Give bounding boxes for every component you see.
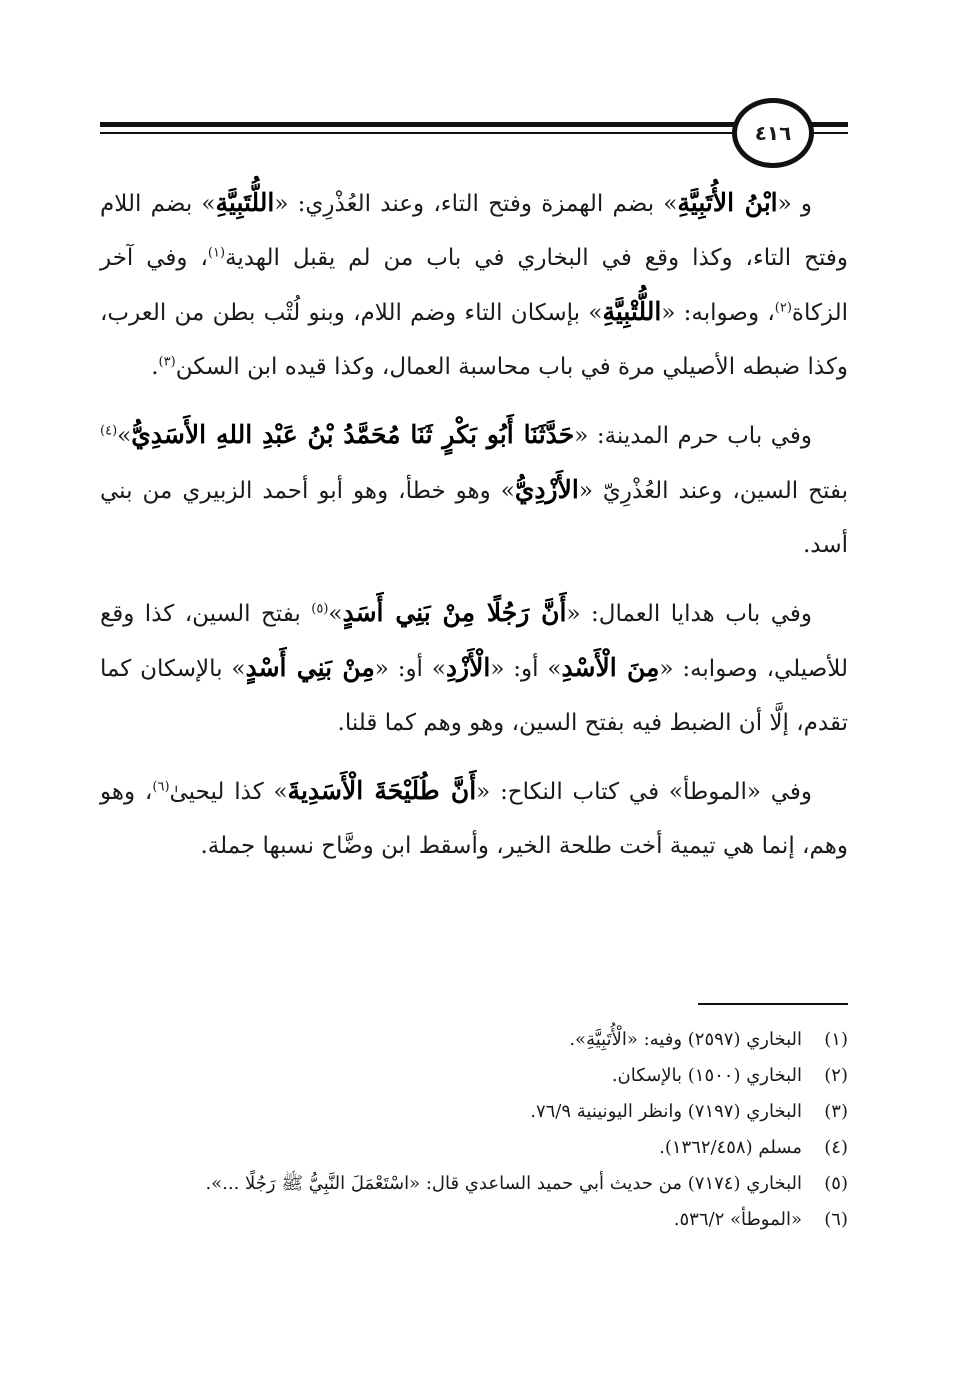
header-rule-right-thin	[810, 132, 848, 134]
footnote-text: مسلم (١٣٦٢/٤٥٨).	[659, 1137, 802, 1158]
page-number-badge	[732, 98, 814, 168]
quoted-term: اللُّتْبِيَّةِ	[602, 297, 662, 326]
text-run: » بضم اللام وفتح التاء، وكذا وقع في البخاري في باب من لم يقبل الهدية	[100, 191, 848, 271]
text-run: ، وصوابه: «	[661, 300, 775, 326]
text-run: » بإسكان التاء وضم اللام، وبنو لُتْب بطن من العرب، وكذا ضبطه الأصيلي مرة في باب محاسبة العمال، وكذا قيده ابن السكن	[100, 300, 848, 380]
quoted-term: مِنْ بَنِي أَسْدٍ	[245, 653, 375, 682]
footnote-separator	[698, 1003, 848, 1005]
footnote-item	[100, 1094, 848, 1130]
footnote-text: البخاري (٧١٩٧) وانظر اليونينية ٧٦/٩.	[530, 1101, 802, 1122]
text-run: » بالإسكان كما تقدم، إلَّا أن الضبط فيه بفتح السين، وهو وهم كما قلنا.	[100, 656, 848, 736]
quoted-term: مِنَ الْأَسْدِ	[561, 653, 660, 682]
footnote-item	[100, 1022, 848, 1058]
header-rule-right	[810, 122, 848, 127]
quoted-term: أَنَّ رَجُلًا مِنْ بَنِي أَسَدٍ	[342, 598, 567, 627]
quoted-term: ابْنُ الأُتَبِيَّةِ	[677, 188, 778, 217]
paragraph	[100, 586, 848, 750]
text-run: بفتح السين، كذا وقع للأصيلي، وصوابه: «	[100, 601, 848, 682]
main-text	[100, 176, 848, 887]
footnote-number: (٥)	[824, 1173, 848, 1194]
page-number: ٤١٦	[754, 121, 792, 145]
text-run: » وهو خطأ، وهو أبو أحمد الزبيري من بني أسد.	[100, 478, 848, 558]
footnote-number: (١)	[824, 1029, 848, 1050]
footnote-item	[100, 1130, 848, 1166]
footnote-number: (٣)	[824, 1101, 848, 1122]
header-rule-thick	[100, 122, 736, 127]
footnote-text: «الموطأ» ٥٣٦/٢.	[673, 1209, 802, 1230]
footnote-ref: (١)	[207, 245, 226, 261]
footnote-ref: (٤)	[100, 423, 118, 439]
footnote-item	[100, 1166, 848, 1202]
quoted-term: أَنَّ طُلَيْحَةَ الْأَسَدِيةَ	[287, 776, 477, 805]
footnote-ref: (٥)	[311, 601, 329, 617]
footnote-text: البخاري (٢٥٩٧) وفيه: «الْأُتَبِيَّةِ».	[569, 1029, 802, 1050]
text-run: » أو: «	[490, 656, 562, 682]
footnote-number: (٦)	[824, 1209, 848, 1230]
paragraph	[100, 764, 848, 873]
text-run: »	[117, 423, 132, 449]
text-run: وفي باب هدايا العمال: «	[566, 601, 812, 627]
text-run: ، وفي آخر الزكاة	[100, 245, 848, 326]
text-run: » كذا ليحيىٰ	[169, 779, 288, 805]
paragraph	[100, 176, 848, 394]
quoted-term: الْأَزْدِ	[445, 653, 491, 682]
text-run: و «	[777, 191, 812, 217]
footnote-number: (٤)	[824, 1137, 848, 1158]
text-run: » بضم الهمزة وفتح التاء، وعند العُذْرِي: «	[274, 191, 678, 217]
quoted-term: حَدَّثَنَا أَبُو بَكْرٍ ثَنَا مُحَمَّدُ بْنُ عَبْدِ اللهِ الأَسَدِيُّ	[131, 420, 575, 449]
text-run: ، وهو وهم، إنما هي تيمية أخت طلحة الخير، وأسقط ابن وضَّاح نسبها جملة.	[100, 779, 848, 859]
footnote-text: البخاري (٧١٧٤) من حديث أبي حميد الساعدي قال: «اسْتَعْمَلَ النَّبِيُّ ﷺ رَجُلًا ...».	[205, 1173, 802, 1194]
page-header	[100, 96, 848, 166]
text-run: »	[328, 601, 343, 627]
header-rule-thin	[100, 132, 736, 134]
footnotes	[100, 1022, 848, 1238]
footnote-ref: (٦)	[152, 779, 170, 795]
paragraph	[100, 408, 848, 572]
text-run: بفتح السين، وعند العُذْرِيّ «	[578, 478, 848, 504]
text-run: وفي باب حرم المدينة: «	[574, 423, 812, 449]
text-run: .	[151, 354, 159, 380]
footnote-item	[100, 1058, 848, 1094]
footnote-item	[100, 1202, 848, 1238]
quoted-term: اللُّتَبِيَّةِ	[215, 188, 275, 217]
footnote-number: (٢)	[824, 1065, 848, 1086]
text-run: » أو: «	[374, 656, 446, 682]
footnote-ref: (٢)	[774, 300, 792, 316]
quoted-term: الأَزْدِيُّ	[514, 475, 579, 504]
footnote-ref: (٣)	[158, 354, 176, 370]
text-run: وفي «الموطأ» في كتاب النكاح: «	[476, 779, 813, 805]
footnote-text: البخاري (١٥٠٠) بالإسكان.	[611, 1065, 802, 1086]
